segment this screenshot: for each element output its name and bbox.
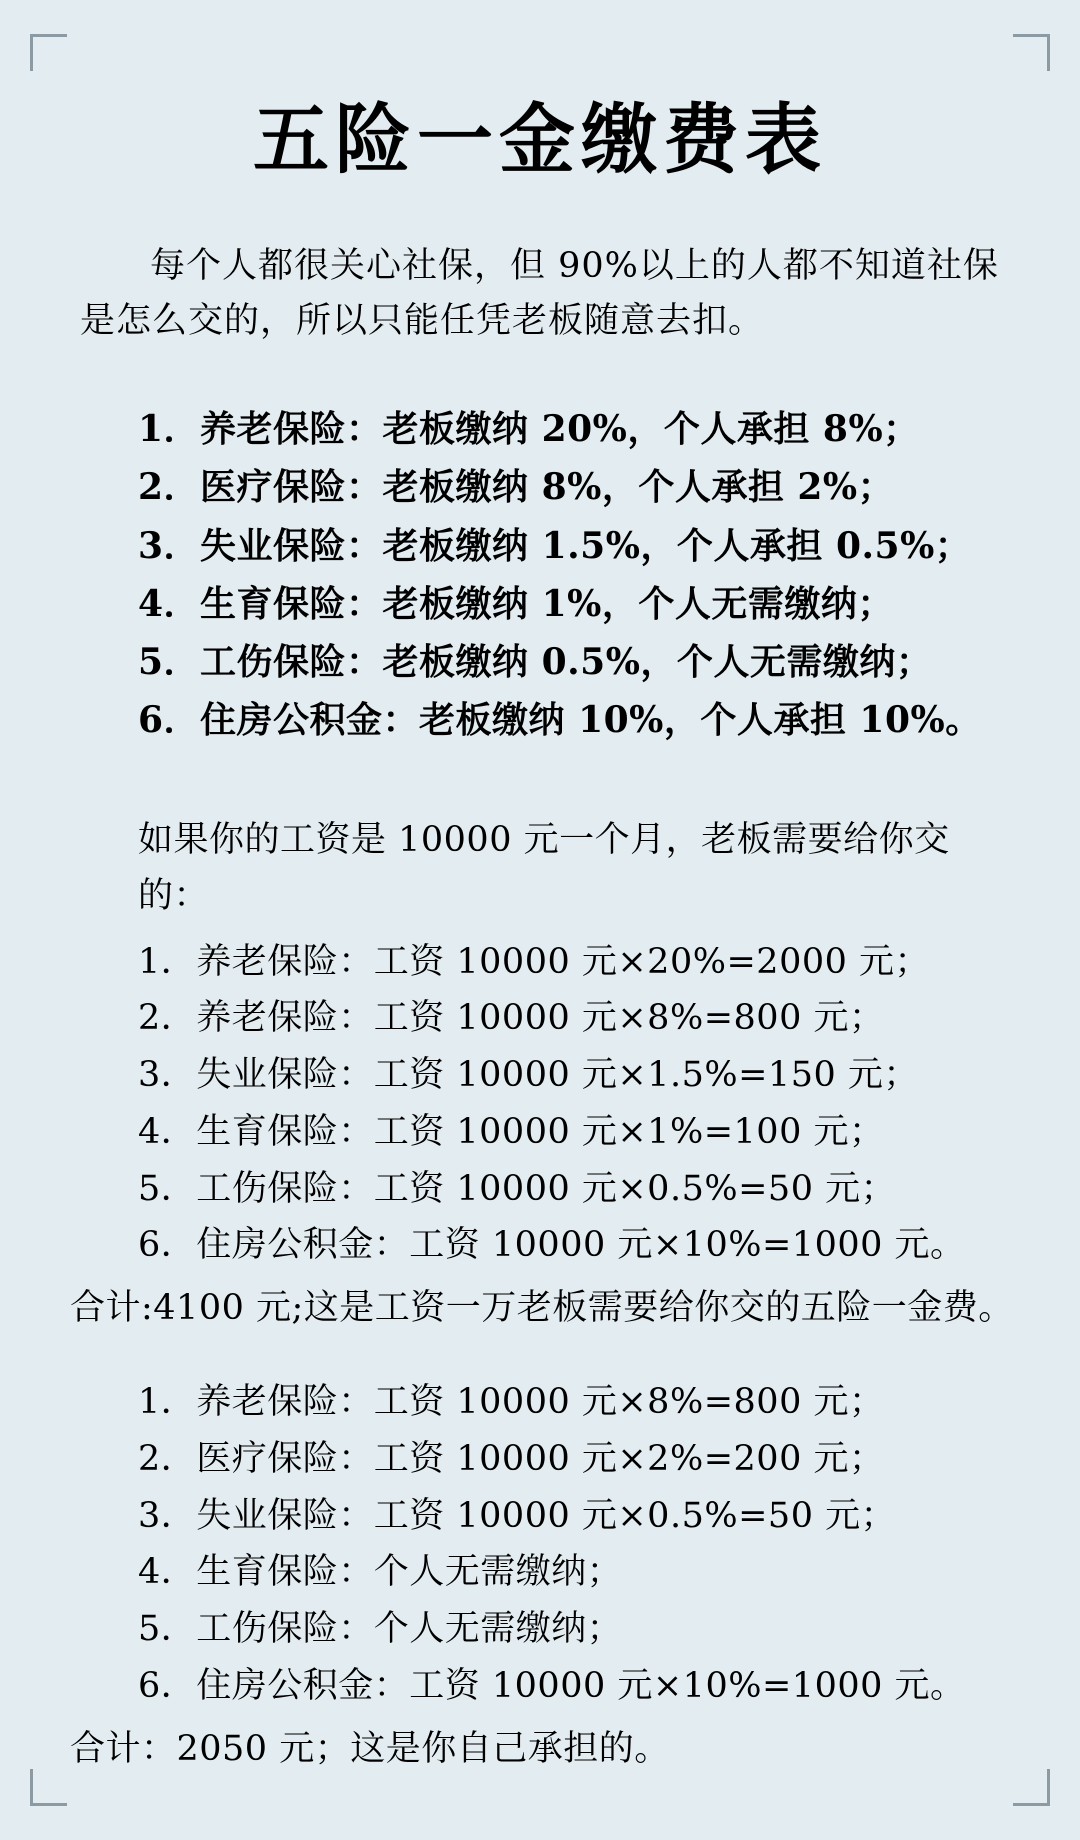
list-item: 6．住房公积金：老板缴纳 10%，个人承担 10%。 [138,699,982,742]
section-spacer [60,1334,1020,1368]
intro-paragraph: 每个人都很关心社保，但 90%以上的人都不知道社保是怎么交的，所以只能任凭老板随意去扣。 [80,246,999,341]
list-item: 4．生育保险：工资 10000 元×1%=100 元； [138,1111,885,1152]
list-item: 2．养老保险：工资 10000 元×8%=800 元； [138,998,885,1039]
crop-mark-top-right-icon [1013,34,1050,71]
list-item: 1．养老保险：工资 10000 元×20%=2000 元； [138,941,931,982]
list-item: 5．工伤保险：工资 10000 元×0.5%=50 元； [138,1168,897,1209]
list-item: 5．工伤保险：老板缴纳 0.5%，个人无需缴纳； [138,641,933,684]
contribution-rate-list [60,400,1020,750]
employer-section-lead: 如果你的工资是 10000 元一个月，老板需要给你交的： [138,819,950,916]
list-item: 4．生育保险：个人无需缴纳； [138,1552,623,1593]
page-title: 五险一金缴费表 [253,95,827,184]
list-item: 3．失业保险：老板缴纳 1.5%，个人承担 0.5%； [138,524,972,567]
list-item: 2．医疗保险：工资 10000 元×2%=200 元； [138,1439,885,1480]
crop-mark-bottom-left-icon [30,1769,67,1806]
crop-mark-top-left-icon [30,34,67,71]
list-item: 2．医疗保险：老板缴纳 8%，个人承担 2%； [138,466,895,509]
personal-contribution-list [60,1374,1020,1714]
list-item: 3．失业保险：工资 10000 元×0.5%=50 元； [138,1495,897,1536]
employer-contribution-list [60,934,1020,1274]
crop-mark-bottom-right-icon [1013,1769,1050,1806]
list-item: 3．失业保险：工资 10000 元×1.5%=150 元； [138,1055,919,1096]
employer-total: 合计:4100 元;这是工资一万老板需要给你交的五险一金费。 [70,1287,1014,1328]
personal-total: 合计：2050 元；这是你自己承担的。 [70,1728,670,1769]
list-item: 1．养老保险：工资 10000 元×8%=800 元； [138,1382,885,1423]
list-item: 6．住房公积金：工资 10000 元×10%=1000 元。 [138,1665,966,1706]
list-item: 1．养老保险：老板缴纳 20%，个人承担 8%； [138,407,920,450]
list-item: 5．工伤保险：个人无需缴纳； [138,1609,623,1650]
list-item: 6．住房公积金：工资 10000 元×10%=1000 元。 [138,1225,966,1266]
list-item: 4．生育保险：老板缴纳 1%，个人无需缴纳； [138,582,894,625]
